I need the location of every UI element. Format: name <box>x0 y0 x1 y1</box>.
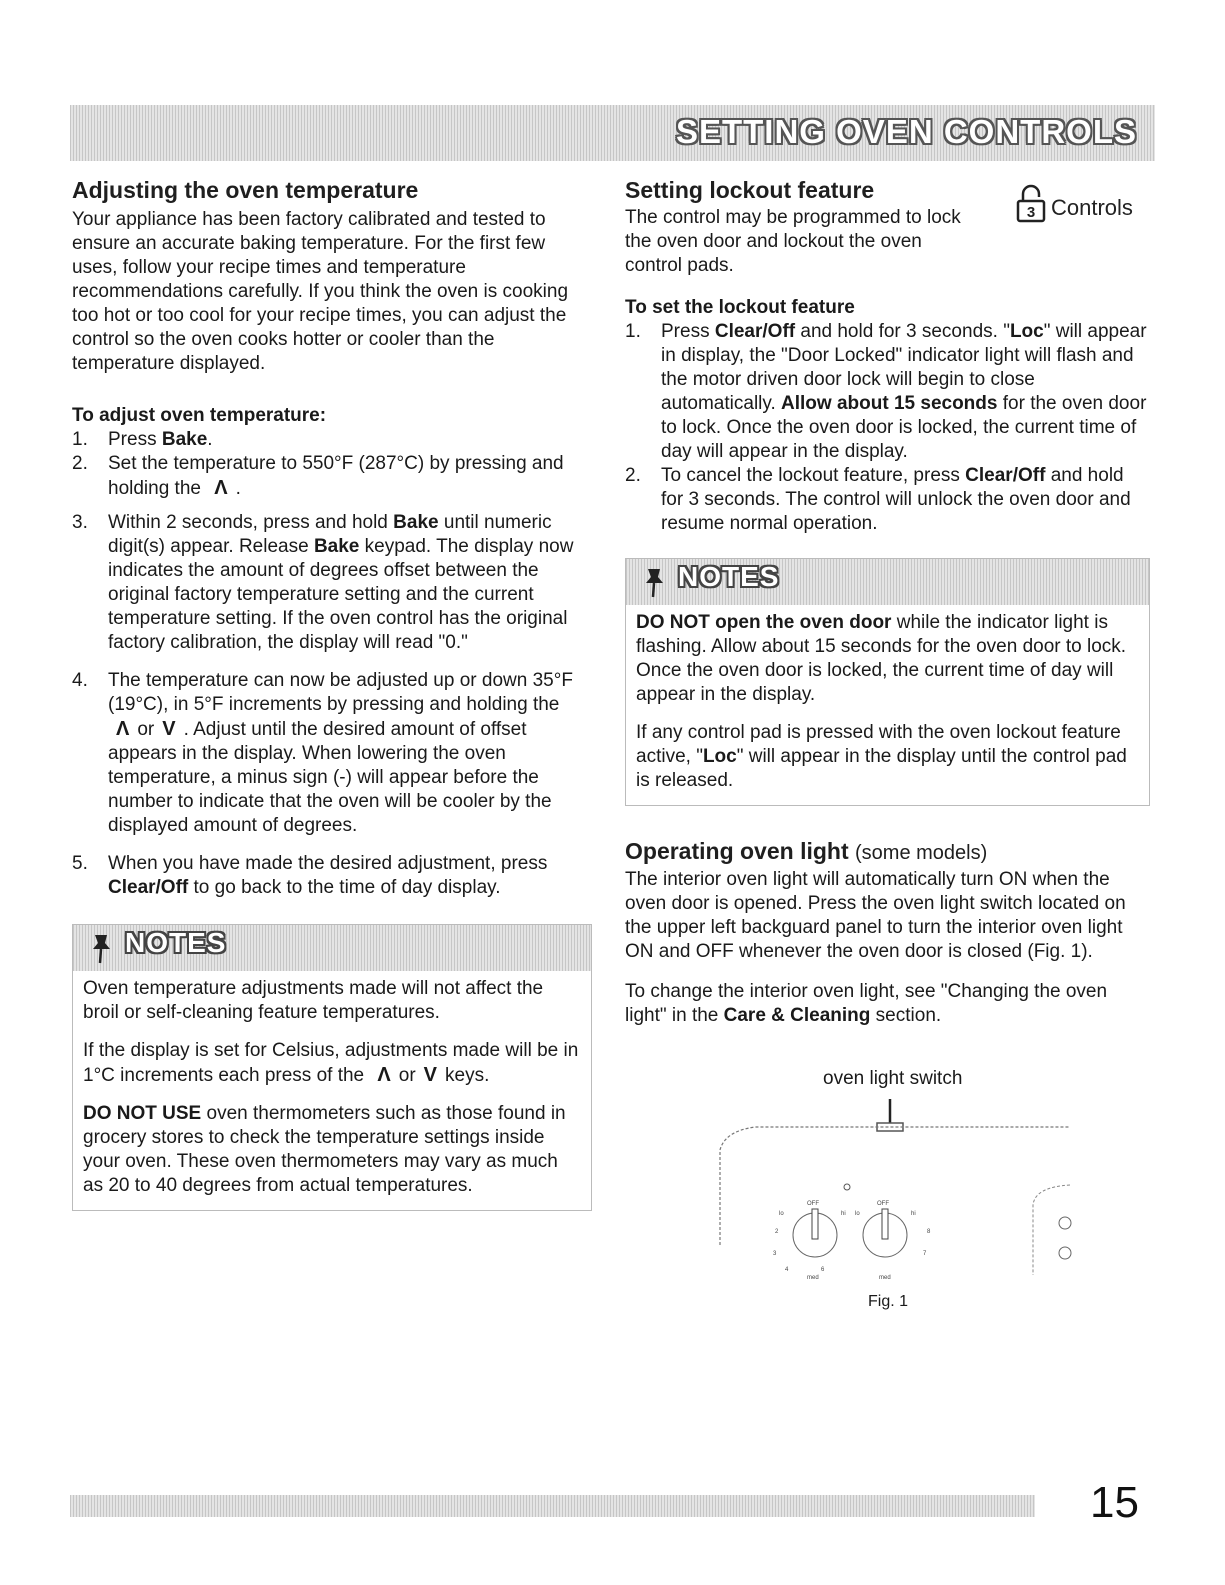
svg-text:med: med <box>807 1275 819 1281</box>
note-text: Oven temperature adjustments made will not affect the broil or self-cleaning feature temperatures. <box>83 978 544 1023</box>
notes-header <box>626 559 1149 605</box>
up-arrow-icon: Λ <box>214 477 228 499</box>
lockout-intro: The control may be programmed to lock the oven door and lockout the oven control pads. <box>625 207 961 276</box>
pushpin-icon <box>640 565 670 599</box>
svg-text:8: 8 <box>927 1229 931 1235</box>
subheading-adjust-temp: To adjust oven temperature: <box>72 405 327 426</box>
note-text: DO NOT open the oven door while the indicator light is flashing. Allow about 15 seconds for the oven door to lock. Once the oven door is locked, the current time of day will appear in the display. <box>636 612 1127 705</box>
figure-caption: Fig. 1 <box>868 1293 909 1310</box>
heading-adjusting-temperature: Adjusting the oven temperature <box>72 177 419 203</box>
adjust-steps-list <box>72 428 592 900</box>
adjusting-intro: Your appliance has been factory calibrated and tested to ensure an accurate baking temperature. For the first few uses, follow your recipe times and temperature recommendations carefully. If you think the oven is cooking too hot or too cool for your recipe times, you can adjust the control so the oven cooks hotter or cooler than the temperature displayed. <box>72 209 569 374</box>
footer-bar <box>70 1495 1035 1517</box>
list-item: 3. Within 2 seconds, press and hold Bake until numeric digit(s) appear. Release Bake keypad. The display now indicates the amount of degrees offset between the original factory temperature setting and the current temperature setting. If the oven control has the original factory calibration, the display will read "0." <box>72 512 574 653</box>
subheading-set-lockout: To set the lockout feature <box>625 297 855 318</box>
note-text: If the display is set for Celsius, adjustments made will be in 1°C increments each press of the Λ or V keys. <box>83 1040 579 1086</box>
list-item: 4. The temperature can now be adjusted up or down 35°F (19°C), in 5°F increments by pressing and holding the Λ or V . Adjust until the desired amount of offset appears in the display. When lowering the oven temperature, a minus sign (-) will appear before the number to indicate that the oven will be cooler by the displayed amount of degrees. <box>72 670 573 836</box>
oven-light-change-text: To change the interior oven light, see "Changing the oven light" in the Care & Cleaning section. <box>625 981 1108 1026</box>
notes-header <box>73 925 591 971</box>
svg-text:med: med <box>879 1275 891 1281</box>
svg-text:OFF: OFF <box>877 1201 889 1207</box>
svg-text:6: 6 <box>821 1267 825 1273</box>
backguard-illustration <box>715 1095 1075 1295</box>
figure-oven-light-switch <box>715 1065 1075 1325</box>
svg-text:7: 7 <box>923 1251 927 1257</box>
heading-oven-light: Operating oven light (some models) <box>625 838 988 864</box>
svg-text:lo: lo <box>779 1211 784 1217</box>
left-column <box>72 175 592 1211</box>
section-banner <box>70 105 1155 161</box>
right-column <box>625 175 1150 1028</box>
svg-text:3: 3 <box>773 1251 777 1257</box>
svg-text:hi: hi <box>841 1211 846 1217</box>
note-text: If any control pad is pressed with the oven lockout feature active, "Loc" will appear in the display until the control pad is released. <box>636 722 1127 791</box>
section-title: SETTING OVEN CONTROLS <box>675 113 1137 150</box>
up-arrow-icon: Λ <box>116 718 130 740</box>
lock-label: Controls <box>1051 195 1133 220</box>
svg-text:OFF: OFF <box>807 1201 819 1207</box>
up-arrow-icon: Λ <box>377 1064 391 1086</box>
notes-body <box>73 971 591 1210</box>
oven-light-text: The interior oven light will automatically turn ON when the oven door is opened. Press the oven light switch located on the upper left backguard panel to turn the interior oven light ON and OFF whenever the oven door is closed (Fig. 1). <box>625 869 1126 962</box>
heading-lockout: Setting lockout feature <box>625 177 875 203</box>
svg-text:4: 4 <box>785 1267 789 1273</box>
list-item: 2. Set the temperature to 550°F (287°C) by pressing and holding the Λ . <box>72 453 564 499</box>
lockout-steps-list <box>625 320 1150 536</box>
list-item: 1. Press Clear/Off and hold for 3 seconds. "Loc" will appear in display, the "Door Locked" indicator light will flash and the motor driven door lock will begin to close automatically. Allow about 15 seconds for the oven door to lock. Once the oven door is locked, the current time of day will appear in the display. <box>625 321 1147 462</box>
svg-text:hi: hi <box>911 1211 916 1217</box>
down-arrow-icon: V <box>162 718 176 740</box>
svg-text:lo: lo <box>855 1211 860 1217</box>
notes-title: NOTES <box>678 561 780 592</box>
notes-box-lockout <box>625 558 1150 806</box>
page-number: 15 <box>1090 1478 1139 1527</box>
notes-title: NOTES <box>125 927 227 958</box>
note-text: DO NOT USE oven thermometers such as those found in grocery stores to check the temperature settings inside your oven. These oven thermometers may vary as much as 20 to 40 degrees from actual temperatures. <box>83 1103 566 1196</box>
pushpin-icon <box>87 931 117 965</box>
svg-text:2: 2 <box>775 1229 779 1235</box>
list-item: 1. Press Bake. <box>72 429 213 450</box>
notes-body <box>626 605 1149 805</box>
down-arrow-icon: V <box>423 1064 437 1086</box>
figure-label: oven light switch <box>823 1068 963 1089</box>
list-item: 2. To cancel the lockout feature, press Clear/Off and hold for 3 seconds. The control will unlock the oven door and resume normal operation. <box>625 465 1131 534</box>
svg-text:3: 3 <box>1026 204 1036 221</box>
notes-box-temperature <box>72 924 592 1211</box>
list-item: 5. When you have made the desired adjustment, press Clear/Off to go back to the time of day display. <box>72 853 548 898</box>
